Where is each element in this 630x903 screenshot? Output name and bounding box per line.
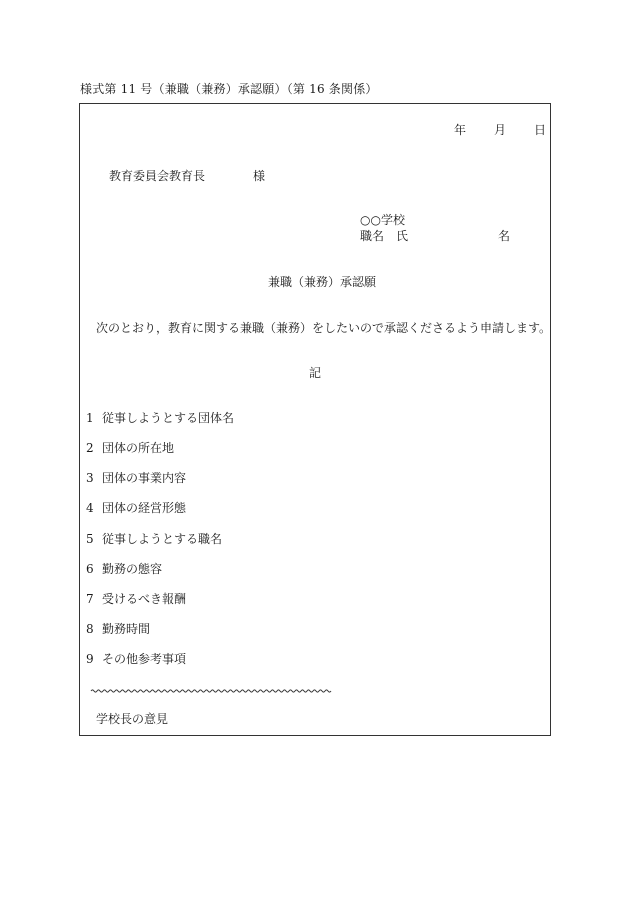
form-title: 様式第 11 号（兼職（兼務）承認願）（第 16 条関係） [80,82,378,96]
date-year-label: 年 [454,123,467,137]
ki-label: 記 [309,366,322,380]
item-label: 受けるべき報酬 [102,592,187,606]
date-month-label: 月 [494,123,507,137]
item-number: 7 [86,592,94,606]
item-number: 4 [86,501,94,515]
item-number: 1 [86,411,94,425]
applicant-name-label-2: 名 [498,229,511,243]
item-row [86,469,186,486]
item-label: 団体の事業内容 [102,471,187,485]
addressee-line [109,167,265,184]
principal-opinion-label: 学校長の意見 [96,712,169,726]
addressee-name: 教育委員会教育長 [109,169,206,183]
applicant-name-label-1: 氏 [396,229,409,243]
item-number: 5 [86,532,94,546]
item-number: 9 [86,652,94,666]
addressee-honorific: 様 [253,169,266,183]
item-label: 団体の所在地 [102,441,175,455]
item-row [86,560,162,577]
item-number: 8 [86,622,94,636]
document-title: 兼職（兼務）承認願 [268,275,377,289]
item-label: 従事しようとする職名 [102,532,223,546]
item-row [86,499,186,516]
item-row [86,650,186,667]
item-number: 6 [86,562,94,576]
item-number: 2 [86,441,94,455]
item-number: 3 [86,471,94,485]
body-text: 次のとおり，教育に関する兼職（兼務）をしたいので承認くださるよう申請します。 [96,321,552,335]
item-label: 勤務の態容 [102,562,163,576]
date-day-label: 日 [534,123,547,137]
item-label: 勤務時間 [102,622,151,636]
item-row [86,409,234,426]
item-row [86,590,186,607]
item-row [86,530,222,547]
item-label: その他参考事項 [102,652,187,666]
wavy-separator [90,686,334,696]
item-row [86,620,150,637]
item-label: 従事しようとする団体名 [102,411,235,425]
applicant-position-label: 職名 [360,229,385,243]
form-box [79,103,551,736]
applicant-name-line [360,227,510,244]
date-line [454,121,546,138]
applicant-school: ○○学校 [360,213,405,227]
item-row [86,439,174,456]
item-label: 団体の経営形態 [102,501,187,515]
